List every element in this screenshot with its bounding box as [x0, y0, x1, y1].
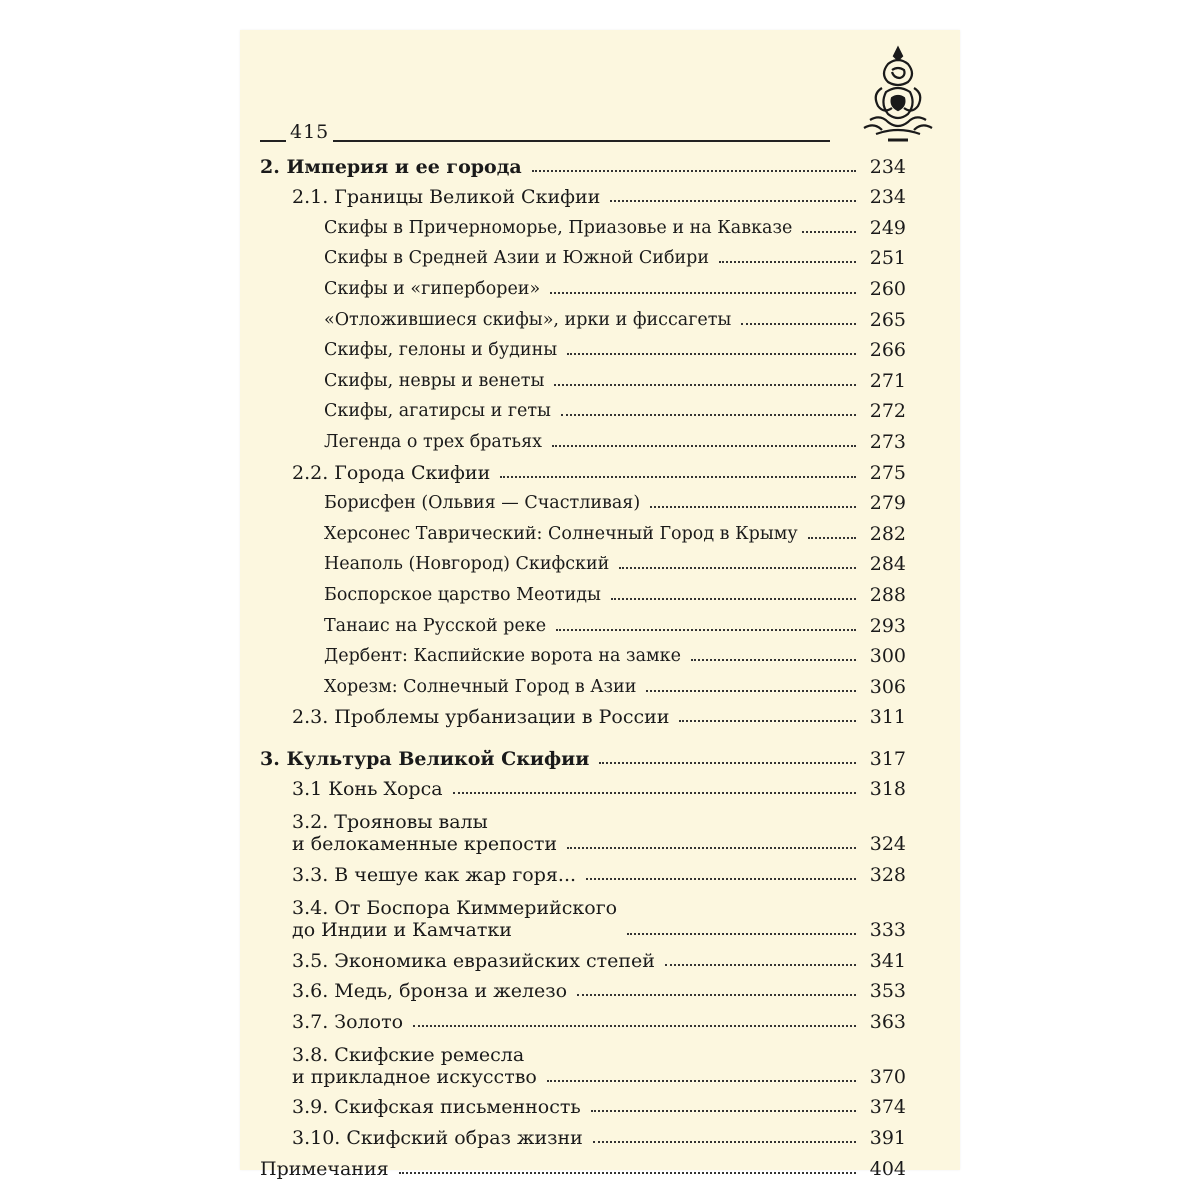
toc-entry-page: 293 [869, 614, 906, 637]
toc-entry-title: 3. Культура Великой Скифии [260, 747, 590, 770]
dot-leader [679, 720, 856, 722]
toc-entry-page: 370 [869, 1065, 906, 1088]
toc-entry-title: Скифы в Причерноморье, Приазовье и на Кавказе [324, 217, 793, 238]
decorative-vignette-icon [858, 44, 938, 144]
toc-entry-page: 265 [869, 308, 906, 331]
toc-entry-page: 318 [869, 778, 906, 801]
dot-leader [611, 598, 856, 600]
toc-entry-page: 249 [869, 216, 906, 239]
toc-entry-title: Хорезм: Солнечный Город в Азии [324, 676, 637, 697]
toc-entry-title: 2.3. Проблемы урбанизации в России [292, 706, 670, 729]
table-of-contents [260, 147, 906, 1180]
dot-leader [741, 323, 856, 325]
dot-leader [593, 1141, 856, 1143]
toc-entry-title: 3.5. Экономика евразийских степей [292, 949, 655, 972]
toc-entry-title: 3.9. Скифская письменность [292, 1096, 581, 1119]
toc-entry-page: 266 [869, 339, 906, 362]
toc-entry-title: Борисфен (Ольвия — Счастливая) [324, 493, 641, 514]
toc-entry-title: 3.7. Золото [292, 1010, 404, 1033]
dot-leader [802, 231, 856, 233]
toc-entry-page: 288 [869, 583, 906, 606]
toc-entry-page: 284 [869, 553, 906, 576]
toc-entry [260, 484, 906, 515]
dot-leader [610, 200, 856, 202]
toc-entry-title: Боспорское царство Меотиды [324, 584, 601, 605]
toc-entry [260, 147, 906, 178]
toc-entry [260, 855, 906, 886]
dot-leader [619, 567, 856, 569]
toc-entry [260, 941, 906, 972]
toc-entry-page: 404 [869, 1157, 906, 1180]
dot-leader [808, 537, 856, 539]
dot-leader [552, 445, 856, 447]
toc-entry-title: 3.1 Конь Хорса [292, 778, 443, 801]
toc-entry-page: 272 [869, 400, 906, 423]
toc-entry [260, 1033, 906, 1088]
toc-entry-title: 3.4. От Боспора Киммерийского до Индии и Камчатки [292, 897, 618, 942]
dot-leader [567, 847, 856, 849]
toc-entry-title: Дербент: Каспийские ворота на замке [324, 646, 681, 667]
dot-leader [691, 659, 856, 661]
dot-leader [586, 878, 856, 880]
dot-leader [556, 629, 856, 631]
dot-leader [453, 792, 856, 794]
toc-entry [260, 1118, 906, 1149]
toc-entry-page: 341 [869, 949, 906, 972]
toc-entry-page: 234 [869, 186, 906, 209]
dot-leader [567, 353, 856, 355]
toc-entry-page: 311 [869, 706, 906, 729]
toc-entry [260, 239, 906, 270]
toc-entry-title: Скифы, невры и венеты [324, 370, 545, 391]
toc-entry [260, 269, 906, 300]
toc-entry-page: 300 [869, 645, 906, 668]
toc-entry-title: Херсонес Таврический: Солнечный Город в Крыму [324, 523, 798, 544]
dot-leader [719, 261, 856, 263]
toc-entry [260, 800, 906, 855]
toc-entry-page: 251 [869, 247, 906, 270]
toc-entry [260, 1149, 906, 1180]
toc-entry [260, 1002, 906, 1033]
dot-leader [413, 1025, 856, 1027]
dot-leader [646, 690, 856, 692]
dot-leader [577, 994, 856, 996]
page-number: 415 [286, 122, 333, 142]
toc-entry-page: 271 [869, 369, 906, 392]
dot-leader [627, 933, 856, 935]
dot-leader [399, 1172, 856, 1174]
toc-entry-page: 282 [869, 522, 906, 545]
book-page [240, 30, 960, 1180]
toc-entry [260, 361, 906, 392]
toc-entry-page: 333 [869, 919, 906, 942]
toc-entry [260, 514, 906, 545]
toc-entry [260, 698, 906, 729]
toc-entry-page: 363 [869, 1010, 906, 1033]
toc-entry-page: 374 [869, 1096, 906, 1119]
toc-entry-page: 306 [869, 675, 906, 698]
toc-entry [260, 300, 906, 331]
toc-entry [260, 770, 906, 801]
header-rule [260, 140, 830, 142]
toc-entry [260, 453, 906, 484]
toc-entry [260, 422, 906, 453]
toc-entry-page: 328 [869, 864, 906, 887]
dot-leader [547, 1080, 856, 1082]
toc-entry [260, 575, 906, 606]
toc-entry [260, 739, 906, 770]
toc-entry [260, 331, 906, 362]
toc-entry-title: 3.3. В чешуе как жар горя... [292, 864, 577, 887]
toc-entry-title: Примечания [260, 1157, 389, 1180]
toc-entry-title: 3.10. Скифский образ жизни [292, 1127, 583, 1150]
dot-leader [591, 1110, 856, 1112]
toc-entry-title: Скифы и «гипербореи» [324, 278, 541, 299]
toc-entry-page: 317 [869, 747, 906, 770]
dot-leader [665, 964, 856, 966]
toc-entry-page: 260 [869, 277, 906, 300]
toc-entry [260, 637, 906, 668]
toc-entry-page: 391 [869, 1127, 906, 1150]
toc-entry-title: Неаполь (Новгород) Скифский [324, 554, 610, 575]
dot-leader [554, 384, 856, 386]
running-header [260, 122, 830, 142]
toc-entry-title: 3.6. Медь, бронза и железо [292, 980, 568, 1003]
toc-entry-title: 2.1. Границы Великой Скифии [292, 186, 601, 209]
toc-entry [260, 392, 906, 423]
toc-entry-page: 275 [869, 461, 906, 484]
toc-entry-title: Скифы в Средней Азии и Южной Сибири [324, 248, 710, 269]
toc-entry-title: 3.8. Скифские ремесла и прикладное искусство [292, 1043, 537, 1088]
toc-entry-title: «Отложившиеся скифы», ирки и фиссагеты [324, 309, 732, 330]
dot-leader [532, 170, 856, 172]
toc-entry-title: Скифы, гелоны и будины [324, 340, 558, 361]
toc-entry-title: Танаис на Русской реке [324, 615, 547, 636]
dot-leader [599, 762, 856, 764]
toc-entry [260, 972, 906, 1003]
dot-leader [550, 292, 856, 294]
toc-entry-title: 2.2. Города Скифии [292, 461, 491, 484]
toc-entry [260, 606, 906, 637]
toc-entry-page: 273 [869, 430, 906, 453]
toc-entry [260, 545, 906, 576]
toc-entry-title: Скифы, агатирсы и геты [324, 401, 551, 422]
toc-entry-page: 324 [869, 833, 906, 856]
toc-entry [260, 667, 906, 698]
toc-entry-title: Легенда о трех братьях [324, 431, 542, 452]
toc-entry-page: 279 [869, 492, 906, 515]
toc-entry [260, 178, 906, 209]
toc-entry [260, 1088, 906, 1119]
dot-leader [561, 414, 856, 416]
toc-entry-title: 2. Империя и ее города [260, 155, 522, 178]
toc-entry-page: 234 [869, 155, 906, 178]
toc-entry [260, 208, 906, 239]
toc-entry-title: 3.2. Трояновы валы и белокаменные крепости [292, 811, 558, 856]
dot-leader [500, 476, 856, 478]
toc-entry-page: 353 [869, 980, 906, 1003]
dot-leader [650, 506, 856, 508]
toc-entry [260, 886, 906, 941]
